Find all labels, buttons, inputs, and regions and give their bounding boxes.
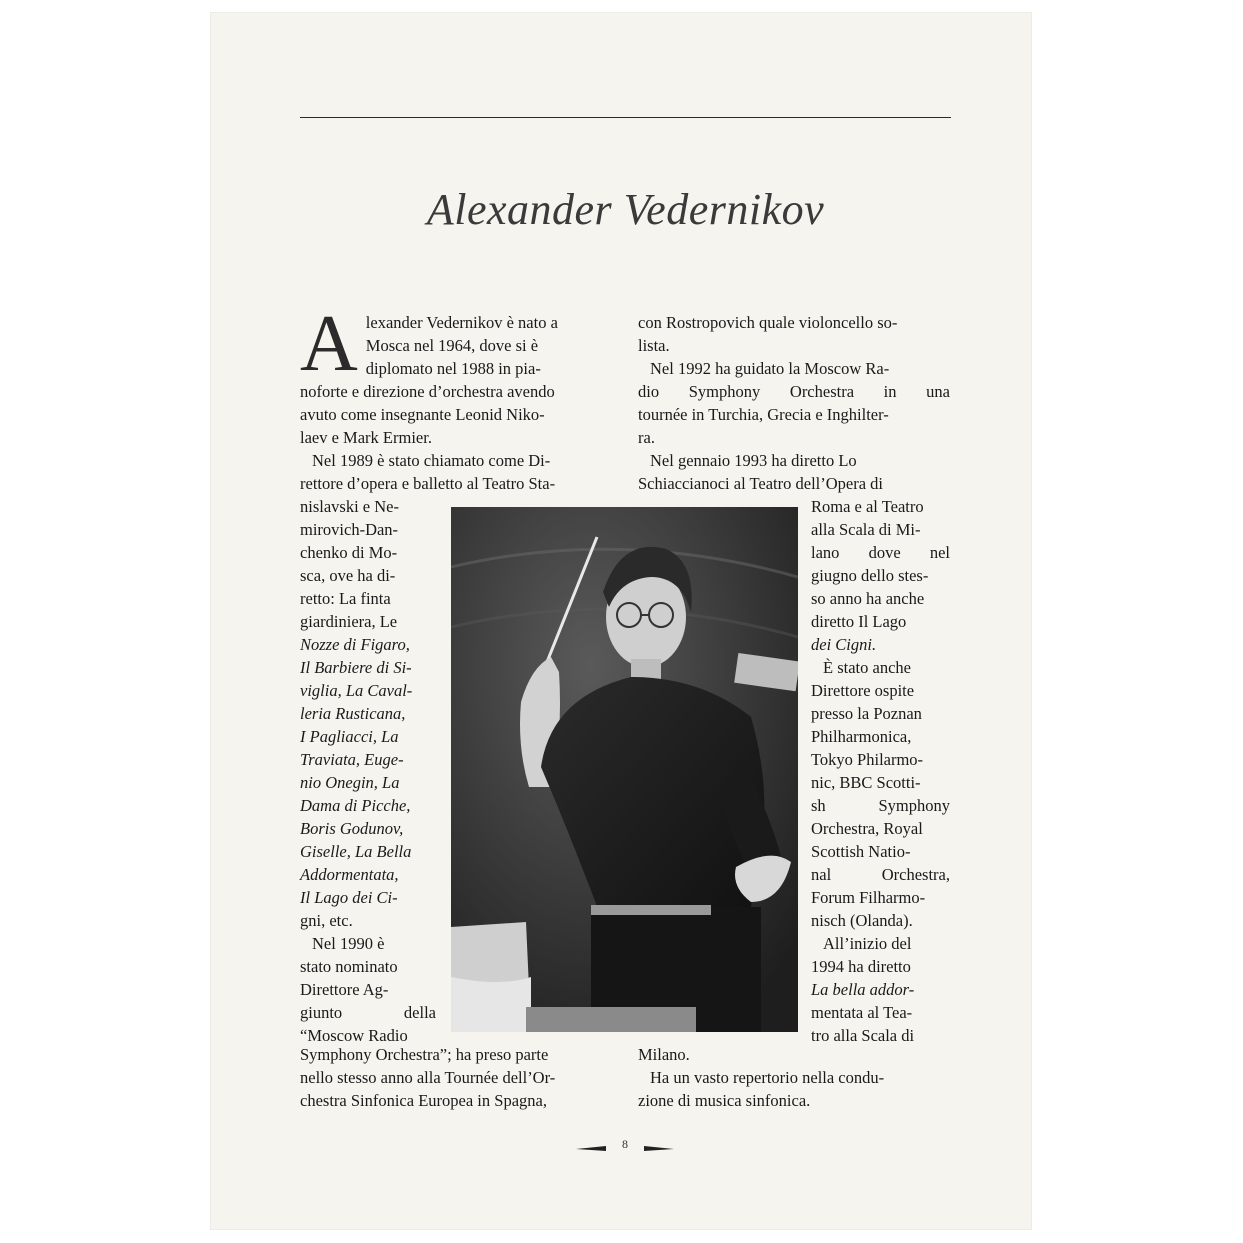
text-line: mirovich-Dan-	[300, 520, 399, 539]
text-line: stato nominato	[300, 957, 398, 976]
text-line: tro alla Scala di	[811, 1026, 915, 1045]
text-line: noforte e direzione d’orchestra avendo	[300, 382, 555, 401]
conductor-photo-illustration	[451, 507, 798, 1032]
text-line: dei Cigni.	[811, 635, 877, 654]
text-line: giugno dello stes-	[811, 566, 929, 585]
text-line: Orchestra, Royal	[811, 819, 923, 838]
text-line: Ha un vasto repertorio nella condu-	[650, 1068, 885, 1087]
text-line: Nel 1989 è stato chiamato come Di-	[312, 451, 551, 470]
text-line: Il Lago dei Ci-	[300, 888, 398, 907]
text-line: nio Onegin, La	[300, 773, 400, 792]
text-line: diplomato nel 1988 in pia-	[365, 359, 541, 378]
text-line: lano dove nel	[811, 543, 950, 562]
text-line: viglia, La Caval-	[300, 681, 413, 700]
text-line: sh Symphony	[811, 796, 950, 815]
text-line: Scottish Natio-	[811, 842, 911, 861]
text-line: Addormentata,	[300, 865, 399, 884]
text-line: avuto come insegnante Leonid Niko-	[300, 405, 545, 424]
text-line: giardiniera, Le	[300, 612, 398, 631]
page-title: Alexander Vedernikov	[426, 185, 825, 234]
text-line: Milano.	[638, 1045, 690, 1064]
text-line: “Moscow Radio	[300, 1026, 408, 1045]
text-line: Nel gennaio 1993 ha diretto Lo	[650, 451, 857, 470]
text-line: Tokyo Philarmo-	[811, 750, 924, 769]
text-line: Mosca nel 1964, dove si è	[365, 336, 539, 355]
text-line: sca, ove ha di-	[300, 566, 396, 585]
text-line: Symphony Orchestra”; ha preso parte	[300, 1045, 549, 1064]
text-line: lista.	[638, 336, 670, 355]
header-rule	[300, 117, 951, 118]
text-line: lexander Vedernikov è nato a	[365, 313, 558, 332]
text-line: nic, BBC Scotti-	[811, 773, 921, 792]
text-line: Giselle, La Bella	[300, 842, 412, 861]
text-line: tournée in Turchia, Grecia e Inghilter-	[638, 405, 889, 424]
text-line: chestra Sinfonica Europea in Spagna,	[300, 1091, 547, 1110]
text-line: nal Orchestra,	[811, 865, 950, 884]
text-line: rettore d’opera e balletto al Teatro Sta-	[300, 474, 556, 493]
text-line: 1994 ha diretto	[811, 957, 911, 976]
text-line: Traviata, Euge-	[300, 750, 404, 769]
text-line: alla Scala di Mi-	[811, 520, 921, 539]
text-line: laev e Mark Ermier.	[300, 428, 432, 447]
text-line: Forum Filharmo-	[811, 888, 926, 907]
text-line: I Pagliacci, La	[300, 727, 399, 746]
text-line: Roma e al Teatro	[811, 497, 924, 516]
text-line: nisch (Olanda).	[811, 911, 913, 930]
text-line: Nel 1992 ha guidato la Moscow Ra-	[650, 359, 890, 378]
text-line: retto: La finta	[300, 589, 391, 608]
dropcap-letter: A	[300, 300, 358, 388]
left-column-top	[300, 300, 612, 495]
text-line: con Rostropovich quale violoncello so-	[638, 313, 898, 332]
text-line: nello stesso anno alla Tournée dell’Or-	[300, 1068, 556, 1087]
conductor-photo	[451, 507, 798, 1032]
text-line: Philharmonica,	[811, 727, 912, 746]
text-line: Boris Godunov,	[300, 819, 404, 838]
text-line: Direttore Ag-	[300, 980, 389, 999]
text-line: mentata al Tea-	[811, 1003, 913, 1022]
left-column-narrow	[300, 495, 436, 1047]
text-line: dio Symphony Orchestra in una	[638, 382, 950, 401]
text-line: Nozze di Figaro,	[300, 635, 410, 654]
text-line: ra.	[638, 428, 655, 447]
text-line: giunto della	[300, 1003, 436, 1022]
text-line: presso la Poznan	[811, 704, 922, 723]
text-line: Schiaccianoci al Teatro dell’Opera di	[638, 474, 884, 493]
left-column-bottom	[300, 1043, 612, 1112]
right-column-narrow	[811, 495, 950, 1047]
text-line: so anno ha anche	[811, 589, 925, 608]
text-line: Dama di Picche,	[300, 796, 411, 815]
text-line: diretto Il Lago	[811, 612, 907, 631]
text-line: Direttore ospite	[811, 681, 915, 700]
text-line: zione di musica sinfonica.	[638, 1091, 811, 1110]
text-line: leria Rusticana,	[300, 704, 406, 723]
paragraph-2	[300, 449, 612, 495]
text-line: gni, etc.	[300, 911, 353, 930]
page-footer	[576, 1137, 674, 1157]
page-number: 8	[622, 1137, 628, 1151]
right-column-top	[638, 311, 950, 495]
text-line: chenko di Mo-	[300, 543, 398, 562]
text-line: All’inizio del	[823, 934, 912, 953]
right-column-bottom	[638, 1043, 950, 1112]
text-line: È stato anche	[823, 658, 911, 677]
text-line: Nel 1990 è	[312, 934, 385, 953]
text-line: nislavski e Ne-	[300, 497, 399, 516]
text-line: Il Barbiere di Si-	[300, 658, 412, 677]
text-line: La bella addor-	[811, 980, 915, 999]
